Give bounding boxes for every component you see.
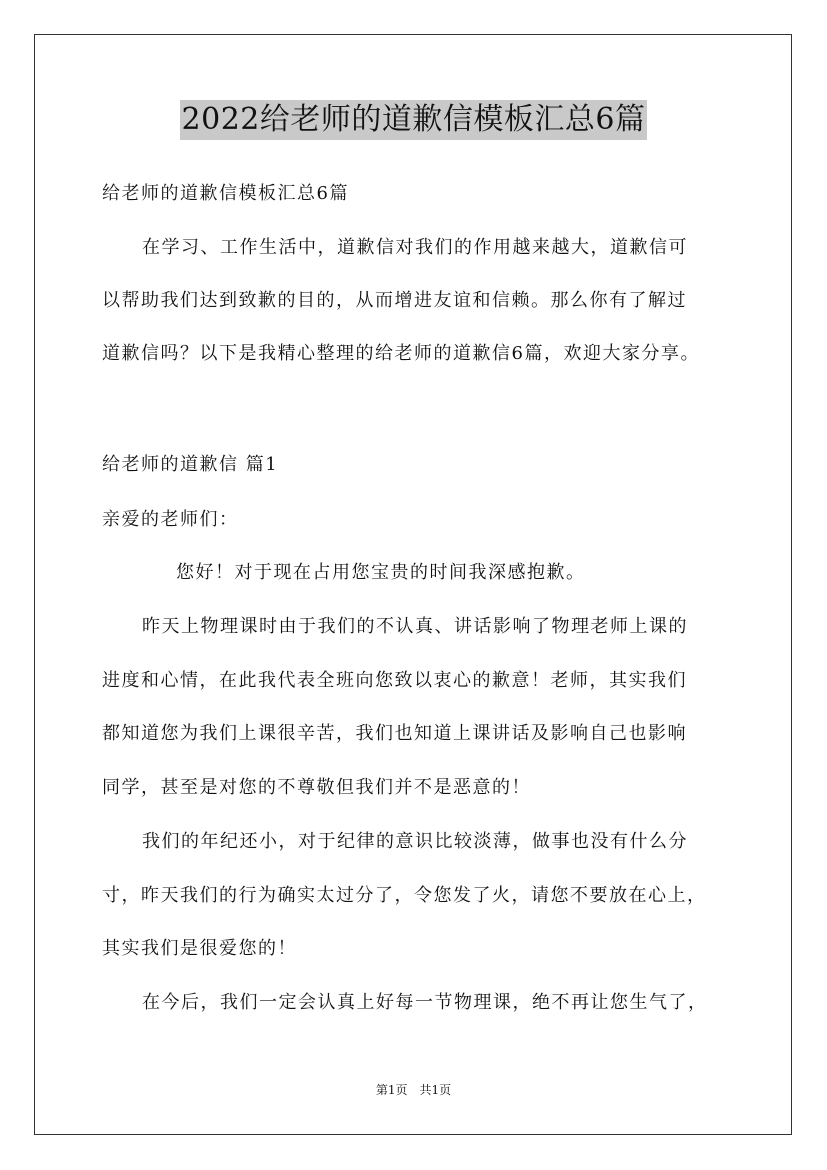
body-line-6: 寸，昨天我们的行为确实太过分了，令您发了火，请您不要放在心上， (102, 885, 707, 906)
body-line-1: 昨天上物理课时由于我们的不认真、讲话影响了物理老师上课的 (142, 616, 688, 637)
body-line-8: 在今后，我们一定会认真上好每一节物理课，绝不再让您生气了， (142, 992, 708, 1013)
intro-line-2: 以帮助我们达到致歉的目的，从而增进友谊和信赖。那么你有了解过 (102, 290, 687, 311)
page-number: 第1页 共1页 (375, 1083, 452, 1097)
document-title: 2022给老师的道歉信模板汇总6篇 (180, 100, 648, 140)
salutation: 亲爱的老师们： (102, 509, 239, 530)
body-line-4: 同学，甚至是对您的不尊敬但我们并不是恶意的！ (102, 777, 531, 798)
body-line-7: 其实我们是很爱您的！ (102, 938, 297, 959)
document-subtitle: 给老师的道歉信模板汇总6篇 (102, 183, 349, 204)
title-container (0, 100, 827, 140)
body-line-3: 都知道您为我们上课很辛苦，我们也知道上课讲话及影响自己也影响 (102, 723, 687, 744)
section-heading: 给老师的道歉信 篇1 (102, 454, 279, 475)
intro-line-3: 道歉信吗？以下是我精心整理的给老师的道歉信6篇，欢迎大家分享。 (102, 343, 700, 364)
body-line-2: 进度和心情，在此我代表全班向您致以衷心的歉意！老师，其实我们 (102, 670, 687, 691)
greeting: 您好！对于现在占用您宝贵的时间我深感抱歉。 (176, 562, 586, 583)
intro-line-1: 在学习、工作生活中，道歉信对我们的作用越来越大，道歉信可 (142, 237, 688, 258)
body-line-5: 我们的年纪还小，对于纪律的意识比较淡薄，做事也没有什么分 (142, 831, 688, 852)
